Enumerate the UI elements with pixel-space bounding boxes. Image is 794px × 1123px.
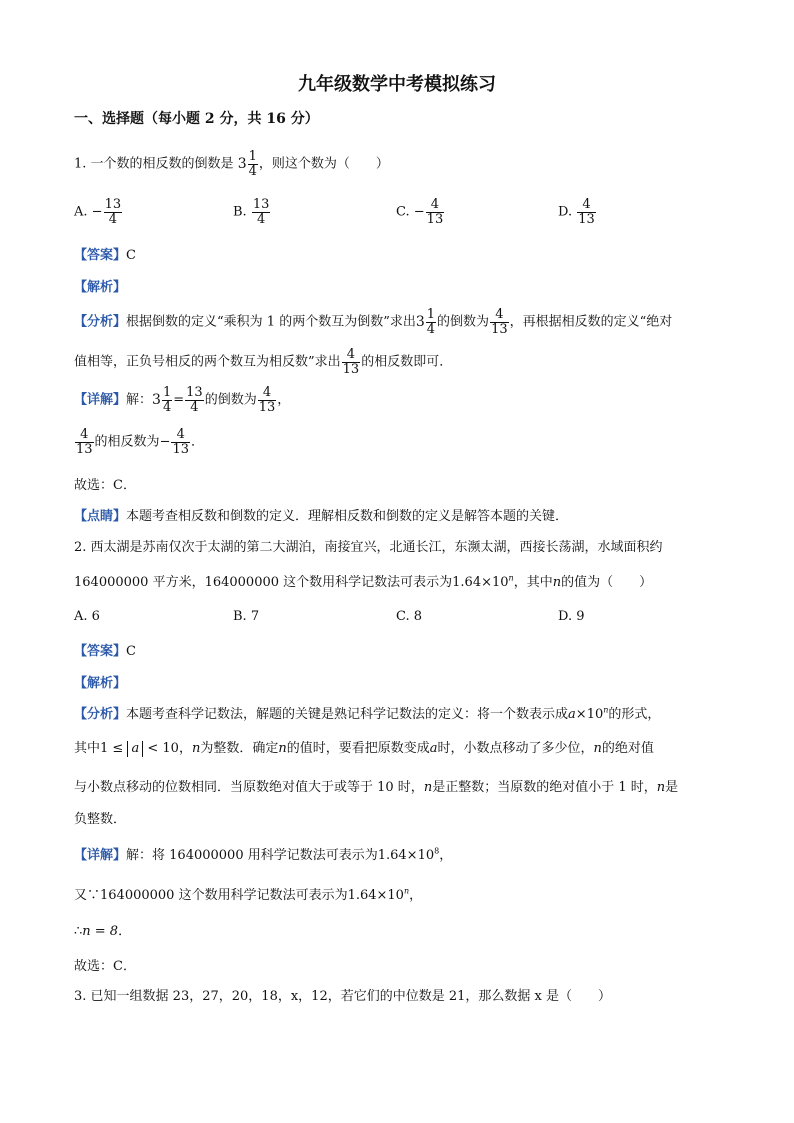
numerator: 1	[162, 385, 172, 400]
exponent: 8	[434, 846, 440, 856]
fraction	[185, 386, 204, 414]
numerator: 4	[426, 198, 445, 213]
denominator: 4	[256, 211, 266, 227]
fraction	[426, 308, 436, 336]
fraction	[162, 386, 172, 414]
text: 其中	[74, 741, 101, 756]
text: ．	[191, 434, 205, 450]
q1-dianjing	[74, 505, 568, 524]
q1-mixed-num: 1	[248, 149, 257, 164]
text: 的倒数为	[437, 314, 490, 330]
denominator: 4	[108, 211, 117, 227]
q2-option-a[interactable]: A. 6	[74, 609, 100, 624]
question-1-stem	[74, 150, 389, 178]
numerator: 4	[342, 348, 361, 363]
text: 的值为（ ）	[561, 575, 653, 590]
q1-choice: 故选：C．	[74, 478, 136, 493]
numerator: 1	[426, 307, 436, 322]
denominator: 13	[342, 361, 360, 377]
q1-stem-a: 1. 一个数的相反数的倒数是	[74, 156, 234, 172]
numerator: 13	[104, 197, 122, 212]
q2-option-c[interactable]: C. 8	[396, 609, 423, 624]
denominator: 13	[258, 399, 276, 415]
answer-tag: 【答案】	[74, 248, 127, 263]
analysis-tag: 【分析】	[74, 314, 127, 330]
math: < 10	[147, 741, 179, 756]
text: 为整数．确定	[200, 741, 279, 756]
question-3-stem: 3. 已知一组数据 23，27，20，18，x，12，若它们的中位数是 21，那么数据 x 是（ ）	[74, 989, 611, 1004]
var-a: a	[429, 741, 438, 756]
question-2-stem-line2	[74, 571, 652, 590]
text: 与小数点移动的位数相同．当原数绝对值大于或等于 10 时，	[74, 780, 424, 795]
section-heading: 一、选择题（每小题 2 分，共 16 分）	[74, 111, 319, 127]
q1-mixed-int: 3	[237, 156, 247, 173]
text: ，其中	[513, 575, 553, 590]
detail-tag: 【详解】	[74, 392, 127, 408]
text: ，	[439, 848, 453, 863]
sci-notation: ×10	[575, 707, 604, 722]
numerator: 4	[171, 428, 190, 443]
q1-option-c[interactable]	[396, 198, 445, 226]
text: 是正整数；当原数的绝对值小于 1 时，	[432, 780, 657, 795]
var-a: a	[568, 707, 576, 722]
text: ，	[178, 741, 192, 756]
mixed-int: 3	[415, 314, 425, 331]
fraction	[75, 428, 94, 456]
text: 的相反数即可．	[361, 354, 453, 370]
answer-value: C	[126, 248, 136, 263]
text: 又∵164000000 这个数用科学记数法可表示为	[74, 888, 348, 903]
var-n: n	[552, 575, 562, 590]
q2-detail-line3	[74, 920, 131, 939]
text: 的值时，要看把原数变成	[286, 741, 430, 756]
q2-analysis-line3	[74, 776, 678, 795]
text: 164000000 平方米，164000000 这个数用科学记数法可表示为	[74, 575, 453, 590]
numerator: 4	[75, 428, 94, 443]
exponent: n	[403, 886, 410, 896]
q2-analysis-line1	[74, 703, 660, 722]
q2-analysis-line2	[74, 737, 654, 757]
var-n: n	[656, 780, 666, 795]
q1-answer	[74, 244, 136, 263]
q1-option-d[interactable]	[558, 198, 597, 226]
abs-a: a	[127, 741, 143, 757]
sci-notation: 1.64×10	[452, 575, 509, 590]
text: 解：	[126, 392, 153, 408]
answer-value: C	[126, 644, 136, 659]
denominator: 13	[172, 441, 190, 457]
q2-detail-line2	[74, 884, 422, 903]
option-label: A.	[74, 204, 88, 220]
page-title: 九年级数学中考模拟练习	[298, 74, 496, 95]
q1-mixed-fraction	[248, 150, 258, 178]
exponent: n	[603, 705, 609, 715]
analysis-tag: 【分析】	[74, 707, 127, 722]
fraction	[258, 386, 277, 414]
fraction	[577, 198, 596, 226]
therefore-symbol: ∴	[74, 924, 83, 939]
text: ，	[409, 888, 423, 903]
q1-option-a[interactable]	[74, 198, 123, 226]
fraction	[426, 198, 445, 226]
numerator: 13	[252, 197, 270, 212]
fraction	[490, 308, 509, 336]
q2-jiexi-tag: 【解析】	[74, 676, 127, 691]
var-n: n	[423, 780, 433, 795]
q1-stem-b: ，则这个数为（ ）	[258, 156, 389, 172]
numerator: 13	[186, 385, 203, 400]
fraction	[252, 198, 271, 226]
var-n: n	[278, 741, 287, 756]
option-label: D.	[558, 204, 573, 220]
q2-detail-line1	[74, 844, 452, 863]
text: 根据倒数的定义“乘积为 1 的两个数互为倒数”求出	[126, 314, 416, 330]
denominator: 13	[491, 321, 508, 337]
q2-choice: 故选：C．	[74, 959, 136, 974]
text: ，	[277, 392, 291, 408]
q2-option-b[interactable]: B. 7	[233, 609, 260, 624]
text: 本题考查科学记数法，解题的关键是熟记科学记数法的定义：将一个数表示成	[126, 707, 569, 722]
detail-tag: 【详解】	[74, 848, 127, 863]
text: 的绝对值	[601, 741, 654, 756]
fraction	[171, 428, 190, 456]
q1-jiexi-tag: 【解析】	[74, 280, 127, 295]
text: 的形式，	[608, 707, 661, 722]
math: n = 8	[82, 924, 119, 939]
dianjing-tag: 【点睛】	[74, 509, 127, 524]
text: ，再根据相反数的定义“绝对	[509, 314, 673, 330]
sci-notation: 1.64×10	[347, 888, 404, 903]
var-n: n	[191, 741, 201, 756]
q1-option-b[interactable]	[233, 198, 271, 226]
denominator: 4	[190, 399, 199, 415]
denominator: 13	[578, 211, 595, 227]
numerator: 4	[490, 308, 509, 323]
text: 值相等，正负号相反的两个数互为相反数”求出	[74, 354, 341, 370]
q1-detail-line1	[74, 386, 290, 414]
minus-sign: −	[91, 204, 103, 220]
fraction	[104, 198, 123, 226]
q2-analysis-line4: 负整数．	[74, 812, 127, 827]
q2-answer	[74, 640, 136, 659]
numerator: 4	[577, 198, 596, 213]
q1-mixed-den: 4	[248, 163, 257, 179]
denominator: 4	[162, 399, 172, 415]
text: ．	[118, 924, 132, 939]
minus-sign: −	[413, 204, 425, 220]
mixed-int: 3	[152, 392, 161, 409]
option-label: B.	[233, 204, 247, 220]
fraction	[342, 348, 361, 376]
denominator: 13	[76, 441, 93, 457]
option-label: C.	[396, 204, 410, 220]
equals-sign: =	[173, 392, 185, 408]
text: 解：将 164000000 用科学记数法可表示为	[126, 848, 378, 863]
denominator: 13	[426, 211, 444, 227]
q1-detail-line2	[74, 428, 204, 456]
math: 1 ≤	[100, 741, 124, 756]
text: 本题考查相反数和倒数的定义．理解相反数和倒数的定义是解答本题的关键．	[126, 509, 569, 524]
text: 的相反数为	[94, 434, 160, 450]
q1-analysis-line1	[74, 308, 672, 336]
var-n: n	[593, 741, 602, 756]
text: 是	[665, 780, 679, 795]
q2-option-d[interactable]: D. 9	[558, 609, 585, 624]
denominator: 4	[426, 321, 436, 337]
sci-notation: 1.64×10	[377, 848, 435, 863]
text: 的倒数为	[204, 392, 257, 408]
answer-tag: 【答案】	[74, 644, 127, 659]
minus-sign: −	[159, 434, 171, 450]
question-2-stem-line1: 2. 西太湖是苏南仅次于太湖的第二大湖泊，南接宜兴，北通长江，东濒太湖，西接长荡湖，水域面积约	[74, 540, 663, 555]
numerator: 4	[258, 386, 277, 401]
exponent: n	[508, 573, 514, 583]
text: 时，小数点移动了多少位，	[437, 741, 594, 756]
q1-analysis-line2	[74, 348, 452, 376]
